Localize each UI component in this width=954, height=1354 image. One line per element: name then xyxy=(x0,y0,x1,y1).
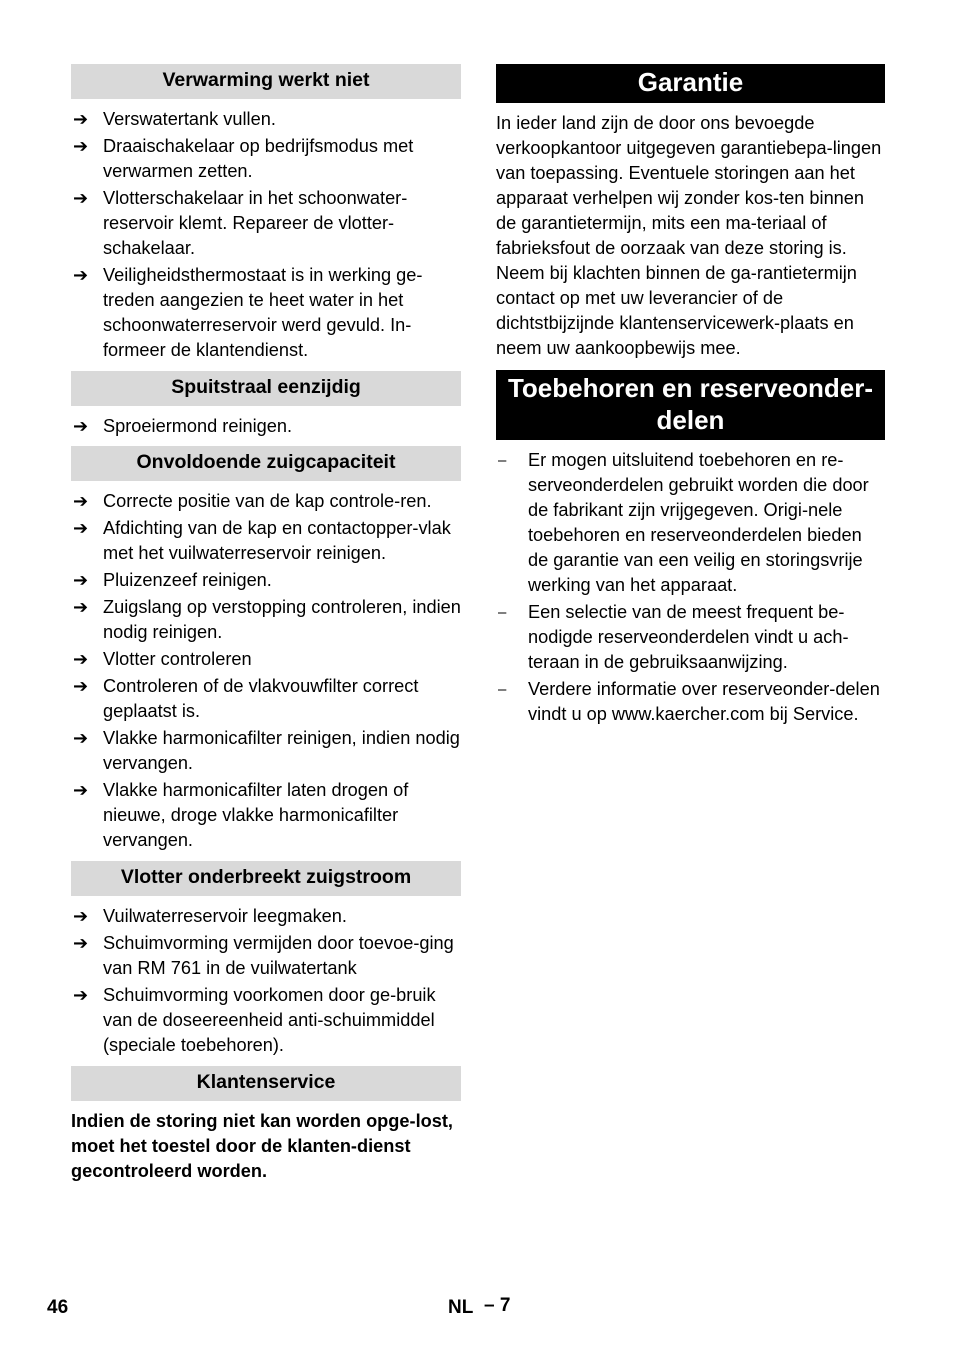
garantie-text: In ieder land zijn de door ons bevoegde verkoopkantoor uitgegeven garantiebepa-lingen van toepassing. Eventuele storingen aan het apparaat verhelpen wij zonder kos-ten binnen de garantietermijn, mits een ma-teriaal of fabrieksfout de oorzaak van deze storing is. Neem bij klachten binnen de ga-rantietermijn contact op met uw leverancier of de dichtstbijzijnde klantenservicewerk-plaats en neem uw aankoopbewijs mee. xyxy=(496,113,882,358)
section-heading-verwarming: Verwarming werkt niet xyxy=(71,64,461,99)
list-item: ➔ Veiligheidsthermostaat is in werking ge-treden aangezien te heet water in het schoonwaterreservoir werd gevuld. In-formeer de klantendienst. xyxy=(73,265,423,360)
list-item: ➔ Verswatertank vullen. xyxy=(71,107,461,132)
section-heading-klantenservice: Klantenservice xyxy=(71,1066,461,1101)
list-item: ➔ Pluizenzeef reinigen. xyxy=(71,568,461,593)
list-item: ➔ Correcte positie van de kap controle-ren. xyxy=(71,489,461,514)
dash-bullet: – xyxy=(498,604,507,621)
arrow-right-icon: ➔ xyxy=(73,649,89,669)
dash-bullet: – xyxy=(498,452,507,469)
page-number: 46 xyxy=(47,1297,69,1318)
list-zuigcapaciteit xyxy=(71,489,461,853)
arrow-right-icon: ➔ xyxy=(73,728,89,748)
list-item: ➔ Draaischakelaar op bedrijfsmodus met verwarmen zetten. xyxy=(73,136,414,181)
arrow-right-icon: ➔ xyxy=(73,780,89,800)
list-item: ➔ Vuilwaterreservoir leegmaken. xyxy=(71,904,461,929)
arrow-right-icon: ➔ xyxy=(73,491,89,511)
arrow-right-icon: ➔ xyxy=(73,570,89,590)
arrow-right-icon: ➔ xyxy=(73,416,89,436)
arrow-right-icon: ➔ xyxy=(73,109,89,129)
arrow-right-icon: ➔ xyxy=(73,933,89,953)
section-heading-garantie: Garantie xyxy=(496,64,885,103)
section-heading-toebehoren xyxy=(496,370,885,440)
list-item: – Er mogen uitsluitend toebehoren en re-serveonderdelen gebruikt worden die door de fabrikant zijn vrijgegeven. Origi-nele toebehoren en reserveonderdelen bieden de garantie van een veilig en storingsvrije werking van het apparaat. xyxy=(498,450,869,595)
arrow-right-icon: ➔ xyxy=(73,518,89,538)
toebehoren-title-line2: delen xyxy=(656,405,725,435)
section-heading-vlotter: Vlotter onderbreekt zuigstroom xyxy=(71,861,461,896)
list-toebehoren xyxy=(496,448,885,727)
arrow-right-icon: ➔ xyxy=(73,985,89,1005)
list-item: ➔ Schuimvorming voorkomen door ge-bruik van de doseereenheid anti-schuimmiddel (speciale toebehoren). xyxy=(73,985,436,1055)
list-item: ➔ Vlotterschakelaar in het schoonwater-reservoir klemt. Repareer de vlotter-schakelaar. xyxy=(73,188,408,258)
list-item: – Een selectie van de meest frequent be-nodigde reserveonderdelen vindt u ach-teraan in de gebruiksaanwijzing. xyxy=(498,602,849,672)
list-verwarming xyxy=(71,107,461,363)
list-spuitstraal xyxy=(71,414,461,439)
arrow-right-icon: ➔ xyxy=(73,188,89,208)
left-column xyxy=(71,64,461,1184)
list-item: ➔ Afdichting van de kap en contactopper-vlak met het vuilwaterreservoir reinigen. xyxy=(73,518,451,563)
arrow-right-icon: ➔ xyxy=(73,597,89,617)
list-item: ➔ Controleren of de vlakvouwfilter correct geplaatst is. xyxy=(73,676,419,721)
list-item: ➔ Sproeiermond reinigen. xyxy=(71,414,461,439)
section-page-number: – 7 xyxy=(484,1295,511,1316)
klantenservice-text: Indien de storing niet kan worden opge-lost, moet het toestel door de klanten-dienst gecontroleerd worden. xyxy=(71,1111,453,1181)
dash-bullet: – xyxy=(498,681,507,698)
list-item: ➔ Zuigslang op verstopping controleren, indien nodig reinigen. xyxy=(73,597,461,642)
section-heading-spuitstraal: Spuitstraal eenzijdig xyxy=(71,371,461,406)
list-item: ➔ Schuimvorming vermijden door toevoe-ging van RM 761 in de vuilwatertank xyxy=(73,933,454,978)
list-item: ➔ Vlakke harmonicafilter laten drogen of nieuwe, droge vlakke harmonicafilter vervangen. xyxy=(73,780,409,850)
arrow-right-icon: ➔ xyxy=(73,265,89,285)
list-item: ➔ Vlotter controleren xyxy=(71,647,461,672)
list-item: – Verdere informatie over reserveonder-delen vindt u op www.kaercher.com bij Service. xyxy=(498,679,880,724)
arrow-right-icon: ➔ xyxy=(73,906,89,926)
list-item: ➔ Vlakke harmonicafilter reinigen, indien nodig vervangen. xyxy=(73,728,460,773)
language-code: NL xyxy=(448,1297,474,1318)
right-column xyxy=(496,64,885,729)
section-heading-zuigcapaciteit: Onvoldoende zuigcapaciteit xyxy=(71,446,461,481)
toebehoren-title-line1: Toebehoren en reserveonder- xyxy=(507,373,874,403)
arrow-right-icon: ➔ xyxy=(73,676,89,696)
arrow-right-icon: ➔ xyxy=(73,136,89,156)
list-vlotter xyxy=(71,904,461,1058)
